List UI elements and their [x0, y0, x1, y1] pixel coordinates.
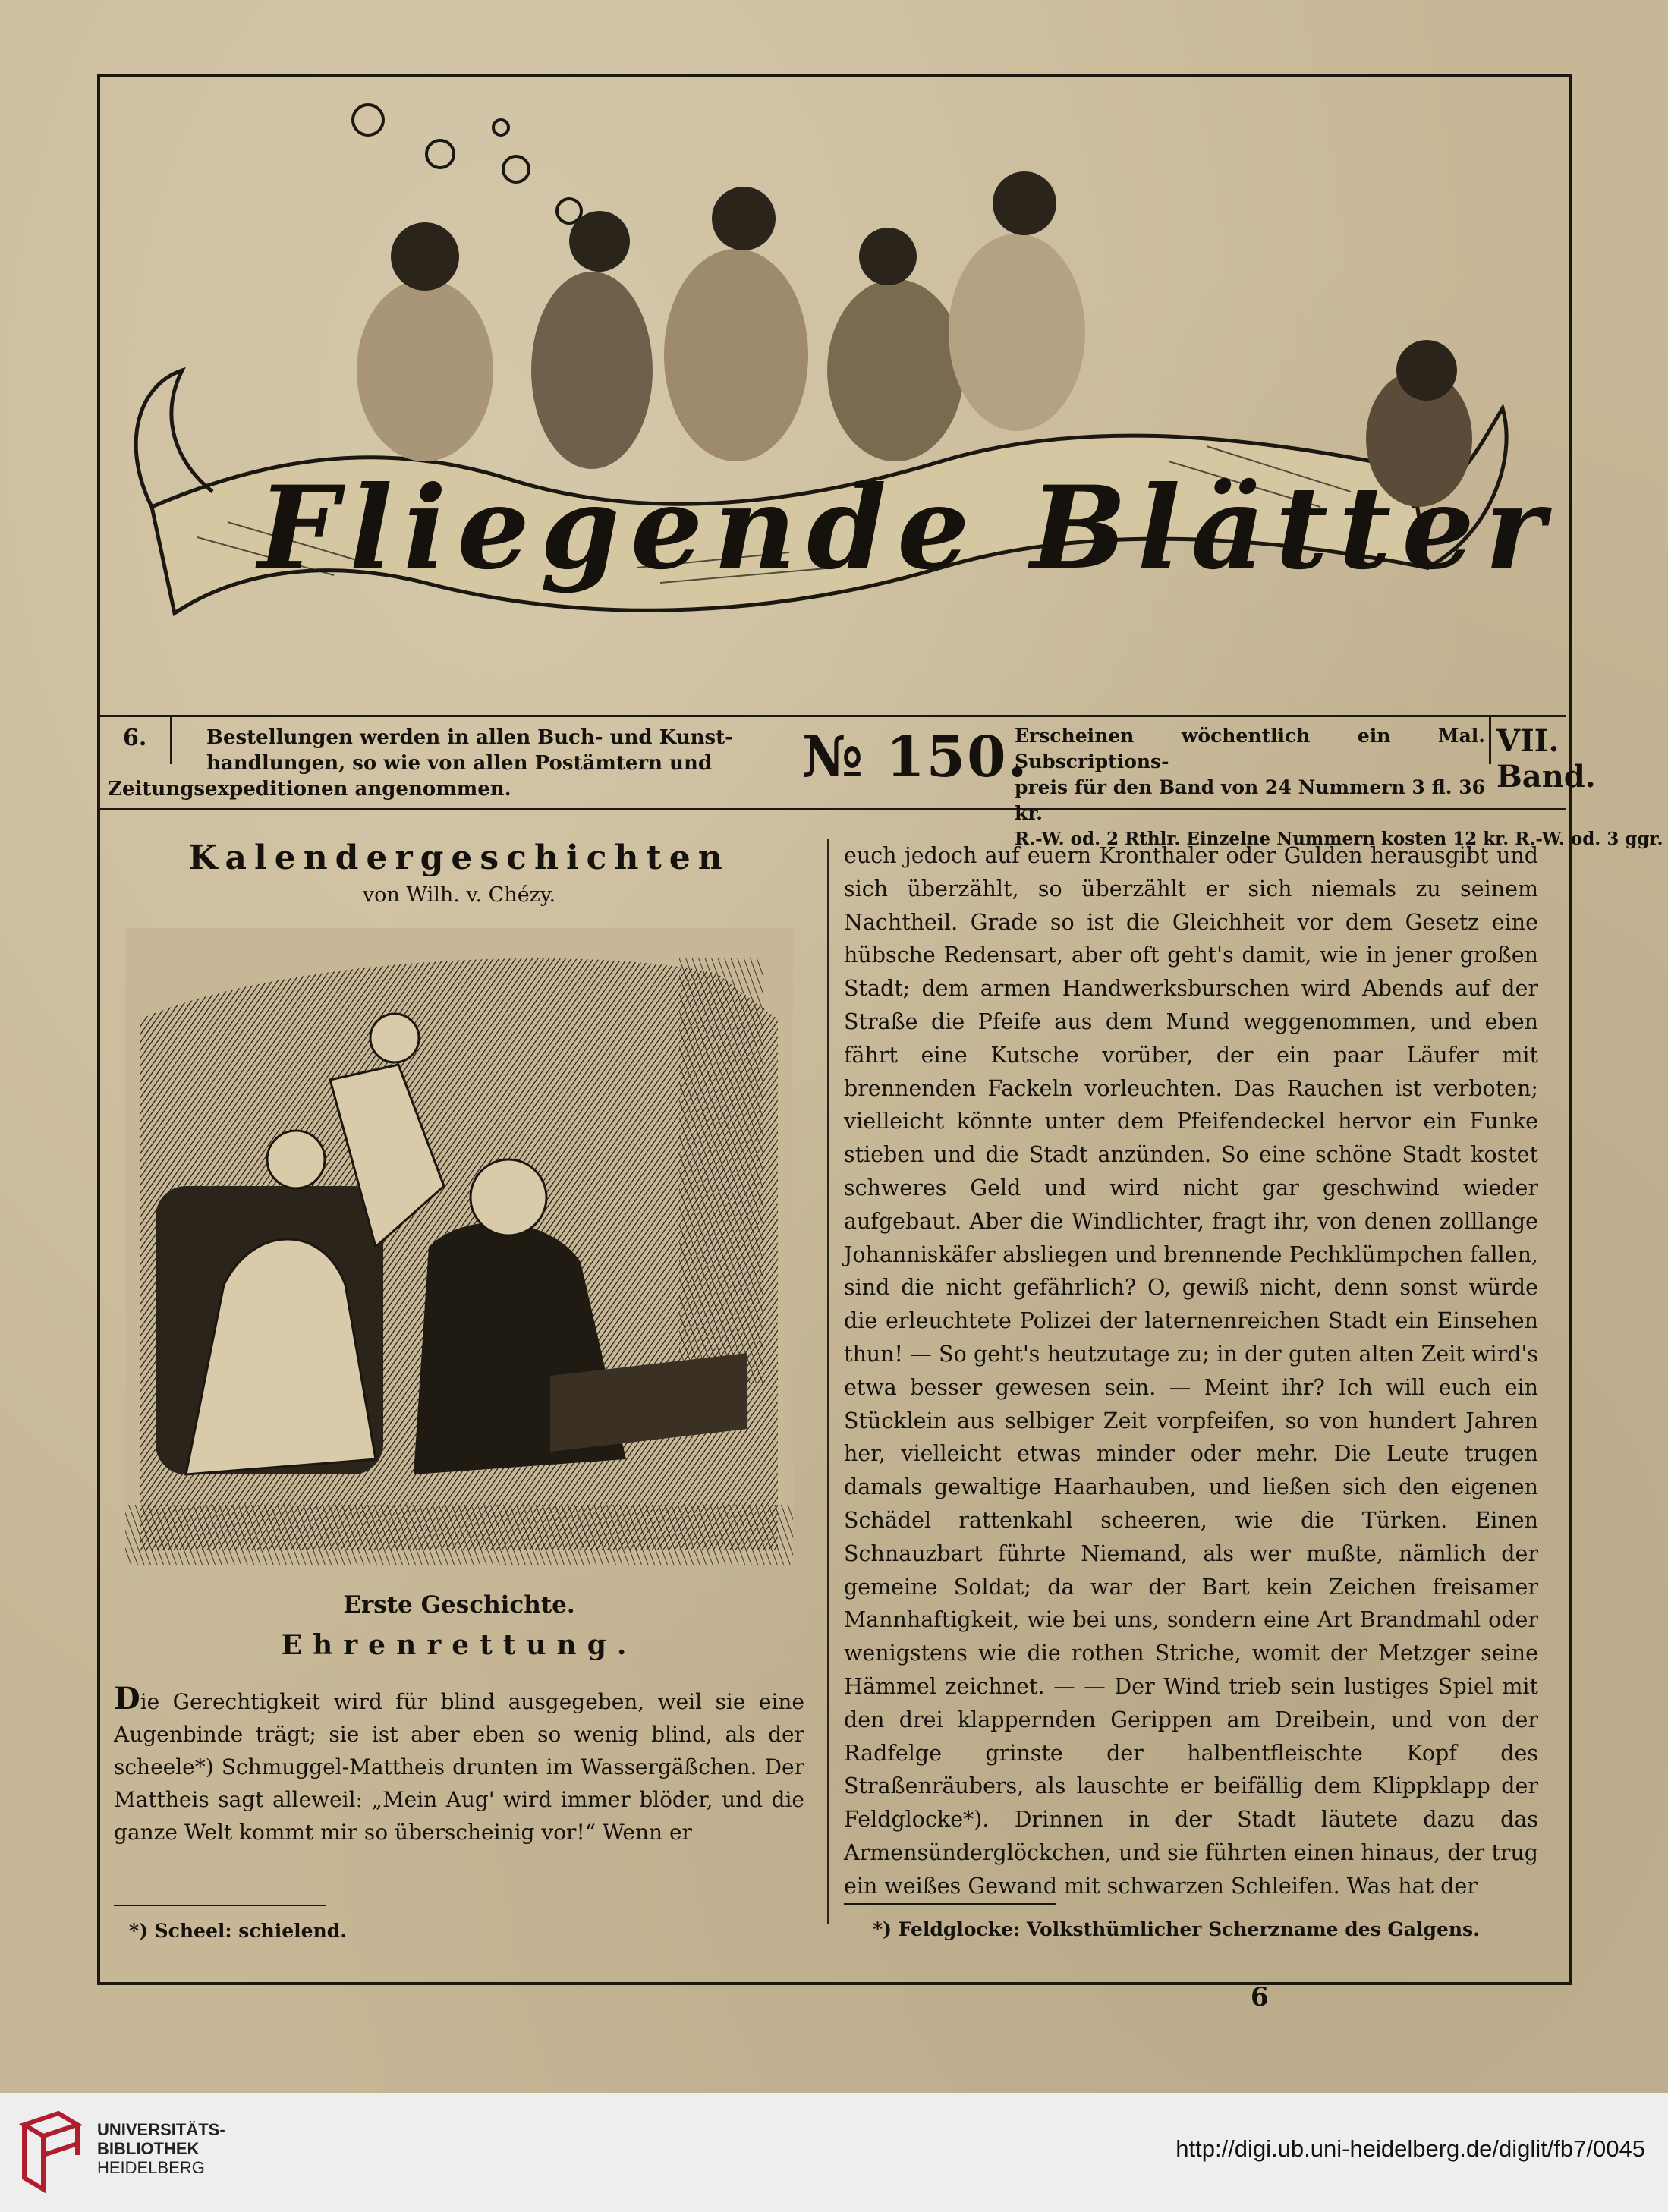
column-divider: [827, 839, 829, 1924]
footnote-left: *) Scheel: schielend.: [129, 1920, 347, 1942]
masthead-title: Fliegende Blätter: [258, 461, 1556, 595]
subscription-line-1: Bestellungen werden in allen Buch- und Kunst-: [206, 726, 733, 749]
library-banner: [0, 2093, 1668, 2212]
article-byline: von Wilh. v. Chézy.: [362, 883, 556, 907]
right-paragraph: euch jedoch auf euern Kronthaler oder Gulden herausgibt und sich überzählt, so überzählt er sich niemals zu seinem Nachtheil. Grade so ist die Gleichheit vor dem Gesetz eine hübsche Redensart, aber oft geht's damit, wie in jener großen Stadt; dem armen Handwerksburschen wird Abends auf der Straße die Pfeife aus dem Mund weggenommen, und eben fährt eine Kutsche vorüber, der ein paar Läufer mit brennenden Fackeln vorleuchten. Das Rauchen ist verboten; vielleicht könnte unter dem Pfeifendeckel hervor ein Funke stieben und die Stadt anzünden. So eine schöne Stadt kostet schweres Geld und wird nicht gar geschwind wieder aufgebaut. Aber die Windlichter, fragt ihr, von denen zolllange Johanniskäfer absliegen und brennende Pechklümpchen fallen, sind die nicht gefährlich? O, gewiß nicht, denn sonst würde die erleuchtete Polizei der laternenreichen Stadt ein Einsehen thun! — So geht's heutzutage zu; in der guten alten Zeit wird's etwa besser gewesen sein. — Meint ihr? Ich will euch ein Stücklein aus selbiger Zeit vorpfeifen, so von hundert Jahren her, vielleicht etwas minder oder mehr. Die Leute trugen damals gewaltige Haarhauben, und ließen sich den eigenen Schädel rattenkahl scheeren, wie die Türken. Einen Schnauzbart führte Niemand, als wer mußte, nämlich der gemeine Soldat; da war der Bart kein Zeichen freisamer Mannhaftigkeit, wie bei uns, sondern eine Art Brandmahl oder wenigstens wie die rothen Striche, womit der Metzger seine Hämmel zeichnet. — — Der Wind trieb sein lustiges Spiel mit den drei klappernden Gerippen am Dreibein, und von der Radfelge grinste der halbentfleischte Kopf des Straßenräubers, als lauschte er beifällig dem Klippklapp der Feldglocke*). Drinnen in der Stadt läutete dazu das Armensünderglöckchen, und sie führten einen hinaus, der trug ein weißes Gewand mit schwarzen Schleifen. Was hat der: [844, 843, 1538, 1899]
subscription-line-3: Zeitungsexpeditionen angenommen.: [108, 778, 511, 801]
engraving-image: [125, 928, 793, 1565]
left-paragraph: ie Gerechtigkeit wird für blind ausgegeben, weil sie eine Augenbinde trägt; sie ist aber eben so wenig blind, als der scheele*) Schmuggel-Mattheis drunten im Wassergäßchen. Der Mattheis sagt alleweil: „Mein Aug' wird immer blöder, und die ganze Welt kommt mir so überscheinig vor!“ Wenn er: [114, 1689, 804, 1845]
article-illustration: [125, 928, 793, 1565]
frequency-line-2: preis für den Band von 24 Nummern 3 fl. 36 kr.: [1015, 776, 1485, 824]
subscription-line-2: handlungen, so wie von allen Postämtern und: [206, 752, 713, 775]
institution-line-3: HEIDELBERG: [97, 2158, 205, 2177]
footnote-right: *) Feldglocke: Volksthümlicher Scherzname des Galgens.: [873, 1918, 1480, 1940]
frequency-line-3: R.-W. od. 2 Rthlr. Einzelne Nummern kosten 12 kr. R.-W. od. 3 ggr.: [1015, 829, 1663, 849]
institution-line-1: UNIVERSITÄTS-: [97, 2120, 225, 2139]
footnote-rule-left: [114, 1905, 326, 1906]
footnote-rule-right: [844, 1903, 1056, 1905]
chapter-title: Ehrenrettung.: [281, 1629, 637, 1661]
frequency-line-1: Erscheinen wöchentlich ein Mal. Subscriptions-: [1015, 725, 1485, 772]
drop-cap: D: [114, 1681, 140, 1716]
issue-sequence-number: 6.: [123, 725, 147, 751]
institution-line-2: BIBLIOTHEK: [97, 2139, 200, 2158]
issue-number: № 150.: [802, 725, 1029, 790]
page-number: 6: [1251, 1982, 1269, 2012]
issue-info-bar: [100, 715, 1663, 849]
institution-name: [97, 2120, 225, 2177]
right-column: [844, 839, 1538, 1903]
right-body-text: [844, 839, 1538, 1903]
left-body-text: [114, 1682, 804, 1849]
masthead: [106, 82, 1557, 704]
masthead-illustration: [106, 82, 1557, 704]
digitization-url[interactable]: http://digi.ub.uni-heidelberg.de/diglit/fb7/0045: [1175, 2135, 1645, 2162]
volume-label: VII. Band.: [1496, 723, 1596, 794]
story-subtitle: Erste Geschichte.: [343, 1591, 575, 1619]
university-library-logo-icon: [17, 2110, 85, 2193]
info-divider: [1489, 717, 1491, 764]
left-column: [114, 835, 804, 1849]
subscription-info: [108, 725, 791, 802]
article-title: Kalendergeschichten: [188, 839, 730, 877]
